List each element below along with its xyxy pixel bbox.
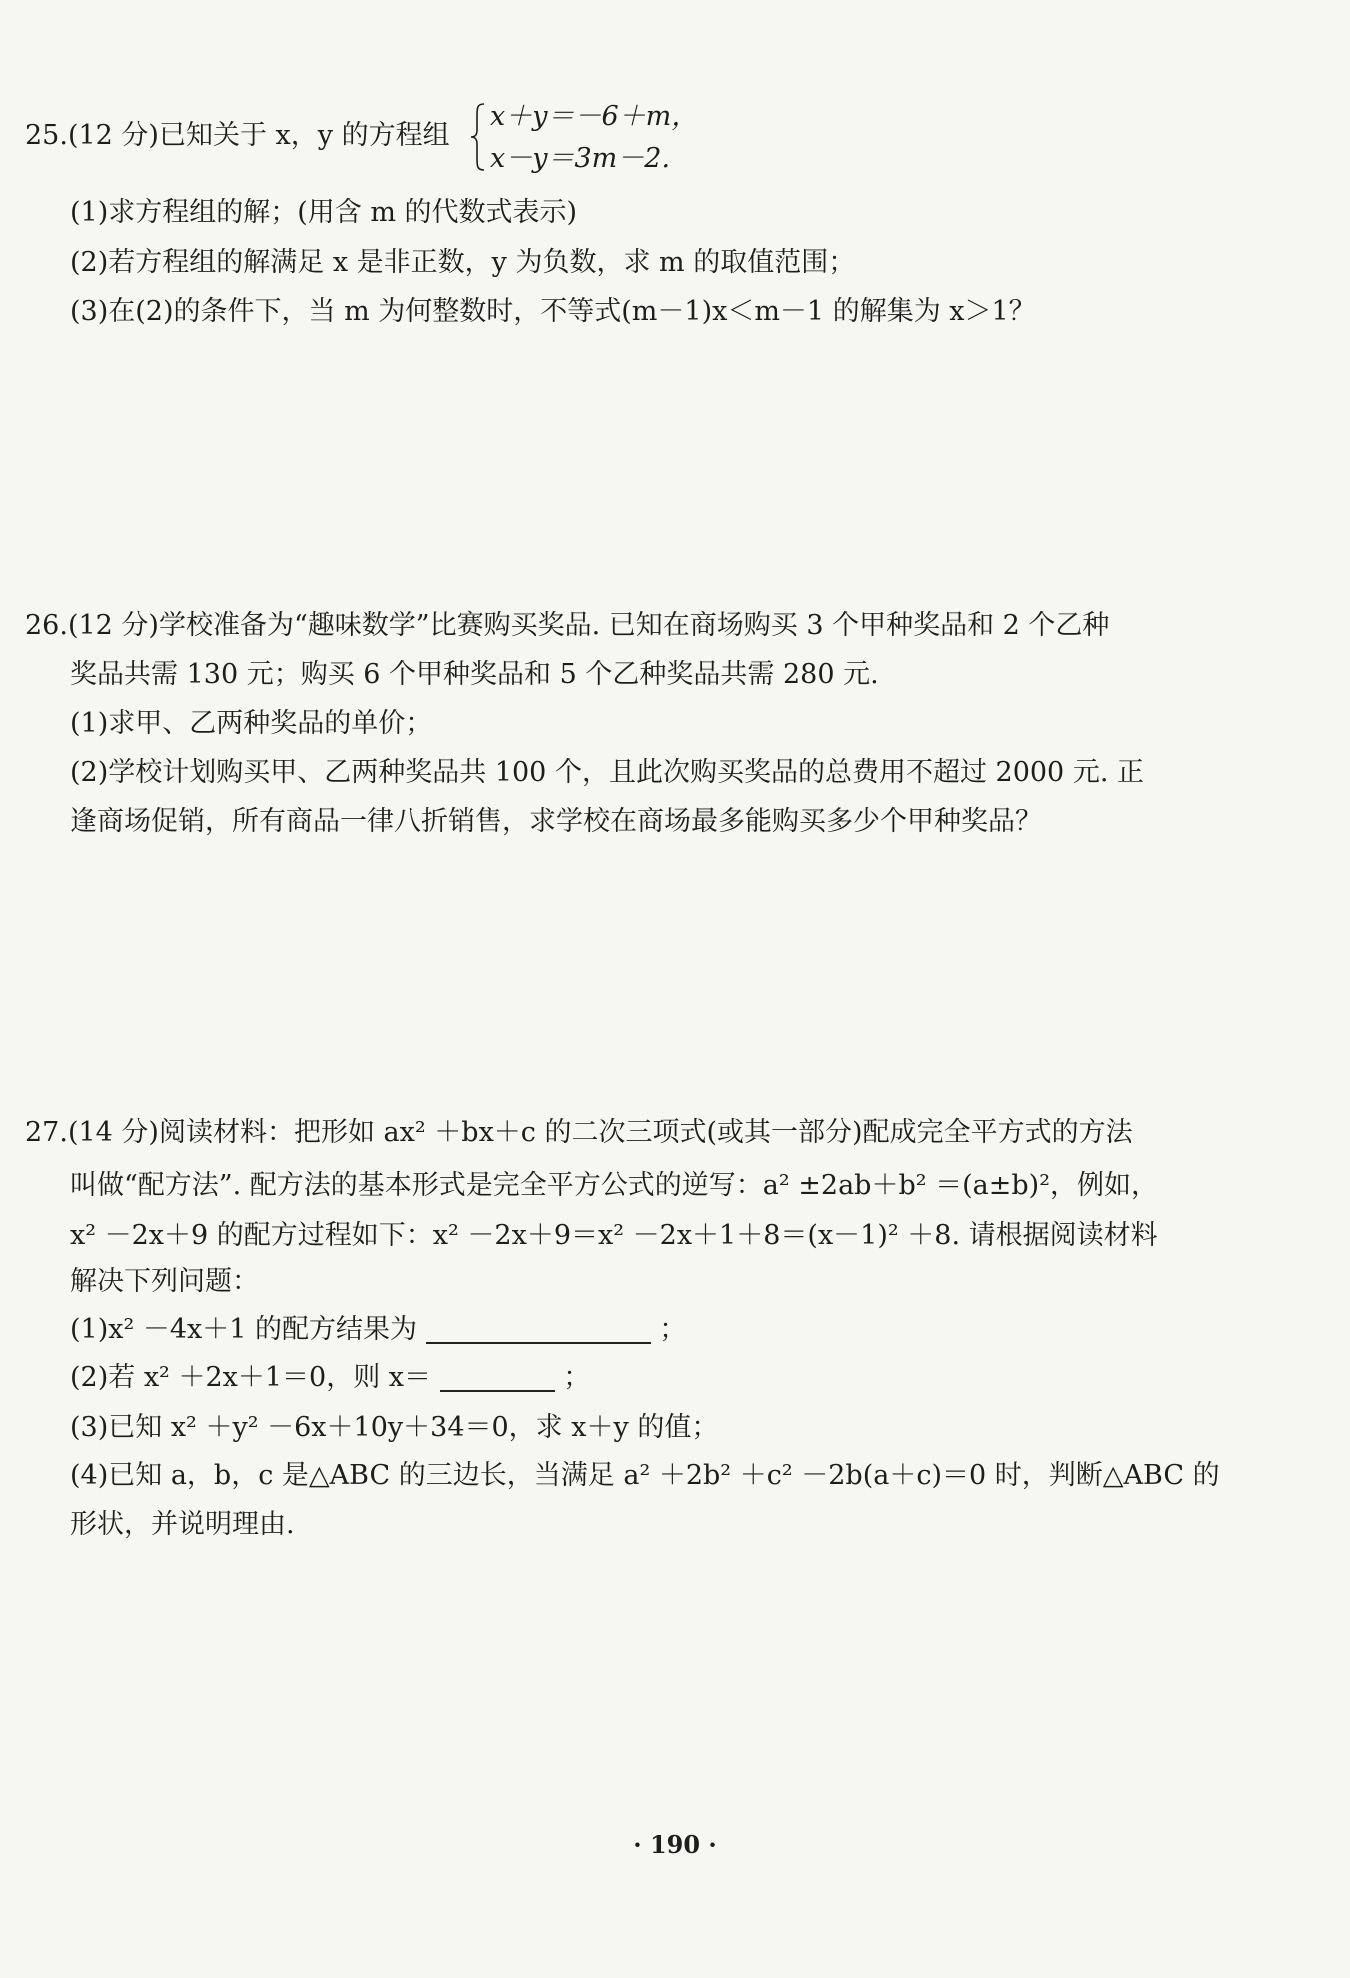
problem-27-part-2 [70,1360,590,1396]
problem-27-number: 27. [25,1117,68,1148]
problem-25-part-2: (2)若方程组的解满足 x 是非正数，y 为负数，求 m 的取值范围； [70,247,856,278]
problem-26-number: 26. [25,610,68,641]
problem-25-number: 25. [25,120,68,151]
problem-27-part-1 [70,1312,686,1348]
problem-26-part-2-cont: 逢商场促销，所有商品一律八折销售，求学校在商场最多能购买多少个甲种奖品？ [70,806,1042,837]
problem-27-text-1: 阅读材料：把形如 ax² ＋bx＋c 的二次三项式(或其一部分)配成完全平方式的方法 [158,1117,1133,1148]
problem-25-header [25,118,450,154]
problem-26-line-2: 奖品共需 130 元；购买 6 个甲种奖品和 5 个乙种奖品共需 280 元. [70,659,879,690]
problem-27-part-4: (4)已知 a，b，c 是△ABC 的三边长，当满足 a² ＋2b² ＋c² －2b(a＋c)＝0 时，判断△ABC 的 [70,1460,1220,1491]
problem-26-text-1: 学校准备为“趣味数学”比赛购买奖品. 已知在商场购买 3 个甲种奖品和 2 个乙种 [158,610,1110,641]
page-number: · 190 · [633,1830,717,1859]
equation-row-2: x－y＝3m－2. [490,143,671,174]
problem-25-intro: 已知关于 x，y 的方程组 [158,120,450,151]
problem-26-part-2: (2)学校计划购买甲、乙两种奖品共 100 个，且此次购买奖品的总费用不超过 2000 元. 正 [70,757,1144,788]
answer-blank-1[interactable] [426,1312,651,1344]
problem-27-part-1-text: (1)x² －4x＋1 的配方结果为 [70,1314,418,1345]
problem-27-line-4: 解决下列问题： [70,1266,259,1297]
problem-27-part-2-end: ； [563,1362,591,1393]
problem-25-part-1: (1)求方程组的解；(用含 m 的代数式表示) [70,197,578,228]
problem-25-points: (12 分) [67,120,159,151]
problem-27-line-1 [25,1115,1133,1151]
problem-27-line-2: 叫做“配方法”. 配方法的基本形式是完全平方公式的逆写：a² ±2ab＋b² ＝(a±b)²，例如， [70,1170,1159,1201]
problem-27-points: (14 分) [67,1117,159,1148]
problem-27-part-4-cont: 形状，并说明理由. [70,1509,295,1540]
problem-26-line-1 [25,608,1109,644]
answer-blank-2[interactable] [440,1360,555,1392]
problem-27-line-3: x² －2x＋9 的配方过程如下：x² －2x＋9＝x² －2x＋1＋8＝(x－1)² ＋8. 请根据阅读材料 [70,1220,1158,1251]
equation-system [470,96,698,180]
left-brace-icon [470,102,486,172]
problem-27-part-1-end: ； [659,1314,687,1345]
problem-25-part-3: (3)在(2)的条件下，当 m 为何整数时，不等式(m－1)x＜m－1 的解集为 x＞1？ [70,296,1036,327]
problem-27-part-2-text: (2)若 x² ＋2x＋1＝0，则 x＝ [70,1362,432,1393]
problem-26-points: (12 分) [67,610,159,641]
problem-26-part-1: (1)求甲、乙两种奖品的单价； [70,708,433,739]
problem-27-part-3: (3)已知 x² ＋y² －6x＋10y＋34＝0，求 x＋y 的值； [70,1412,719,1443]
equation-row-1: x＋y＝－6＋m， [490,101,699,132]
